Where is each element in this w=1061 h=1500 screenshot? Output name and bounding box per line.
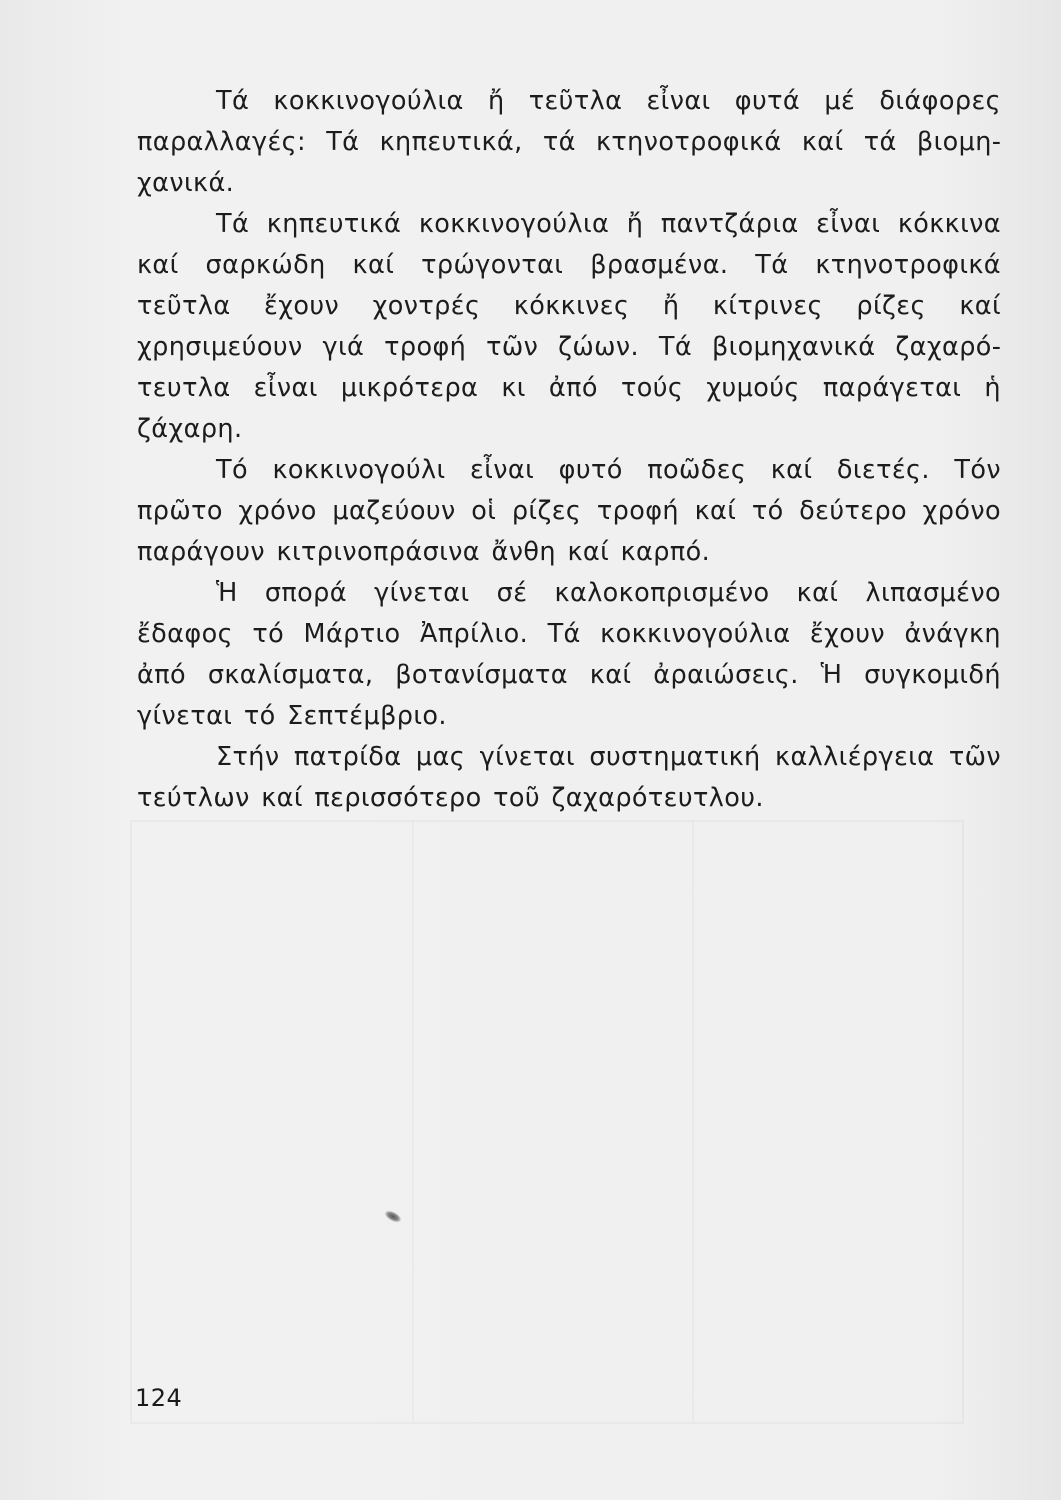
body-text	[137, 81, 1001, 819]
ghost-divider	[692, 822, 694, 1422]
paragraph-homeland: Στήν πατρίδα μας γίνεται συστηματική καλλιέργεια τῶν τεύτλων καί περισσότερο τοῦ ζαχαρότευτλου.	[137, 742, 1001, 813]
ghost-divider	[412, 822, 414, 1422]
paragraph-varieties: Τά κοκκινογούλια ἤ τεῦτλα εἶναι φυτά μέ διάφορες παραλλαγές: Τά κηπευτικά, τά κτηνοτροφικά καί τά βιομηχανικά.	[137, 86, 1001, 198]
paragraph-cultivation: Ἡ σπορά γίνεται σέ καλοκοπρισμένο καί λιπασμένο ἔδαφος τό Μάρτιο Ἀπρίλιο. Τά κοκκινογούλια ἔχουν ἀνάγκη ἀπό σκαλίσματα, βοτανίσματα καί ἀραιώσεις. Ἡ συγκομιδή γίνεται τό Σεπτέμβριο.	[137, 578, 1001, 731]
show-through-illustration-frame	[130, 820, 964, 1424]
paragraph-biology: Τό κοκκινογούλι εἶναι φυτό ποῶδες καί διετές. Τόν πρῶτο χρόνο μαζεύουν οἱ ρίζες τροφή καί τό δεύτερο χρόνο παράγουν κιτρινοπράσινα ἄνθη καί καρπό.	[137, 455, 1001, 567]
page-number: 124	[135, 1384, 183, 1412]
paragraph-kinds: Τά κηπευτικά κοκκινογούλια ἤ παντζάρια εἶναι κόκκινα καί σαρκώδη καί τρώγονται βρασμένα. Τά κτηνοτροφικά τεῦτλα ἔχουν χοντρές κόκκινες ἤ κίτρινες ρίζες καί χρησιμεύουν γιά τροφή τῶν ζώων. Τά βιομηχανικά ζαχαρότευτλα εἶναι μικρότερα κι ἀπό τούς χυμούς παράγεται ἡ ζάχαρη.	[137, 209, 1001, 444]
